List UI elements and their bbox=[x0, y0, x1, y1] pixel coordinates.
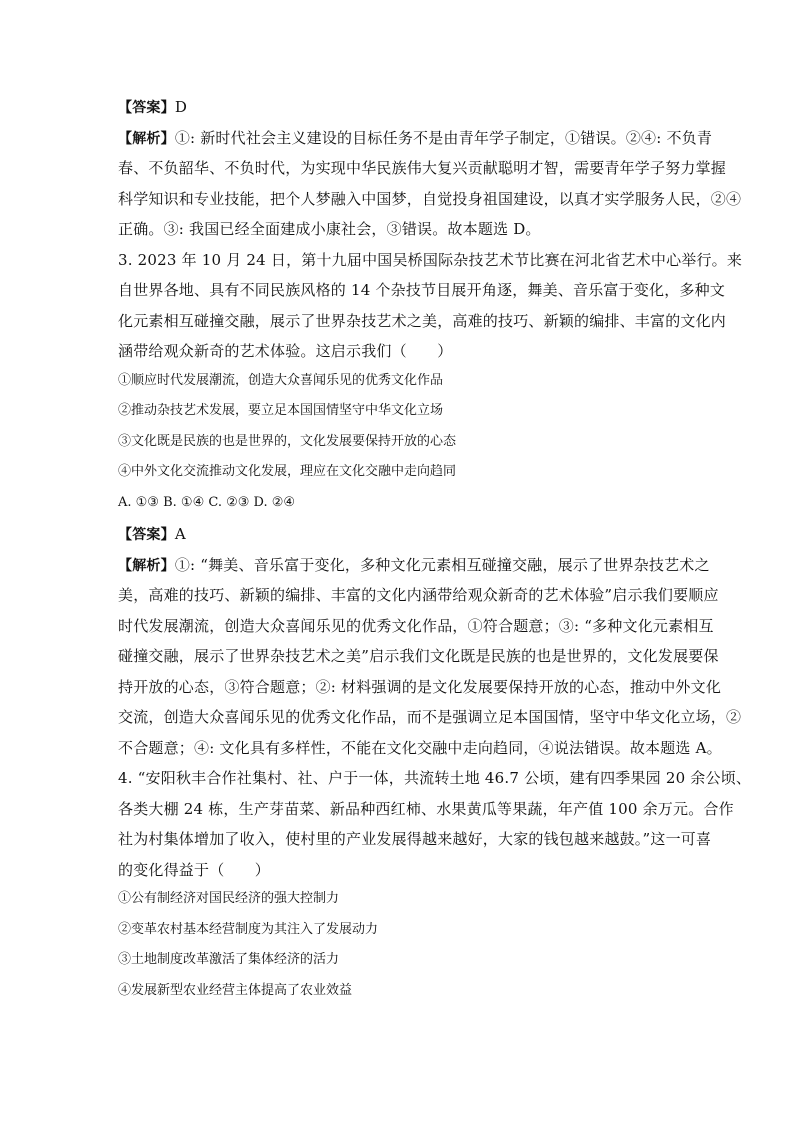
analysis-text: ①: “舞美、音乐富于变化，多种文化元素相互碰撞交融，展示了世界杂技艺术之 bbox=[174, 555, 710, 574]
q3-analysis-line: 碰撞交融，展示了世界杂技艺术之美”启示我们文化既是民族的也是世界的，文化发展要保 bbox=[118, 647, 719, 665]
q4-stem-line: 的变化得益于（ ） bbox=[118, 860, 271, 879]
q3-stem-line: 自世界各地、具有不同民族风格的 14 个杂技节目展开角逐，舞美、音乐富于变化，多种文 bbox=[118, 281, 726, 299]
q3-analysis-line: 交流，创造大众喜闻乐见的优秀文化作品，而不是强调立足本国国情，坚守中华文化立场，② bbox=[118, 708, 742, 726]
page-content bbox=[118, 97, 752, 1012]
answer-label: 【答案】 bbox=[118, 100, 175, 116]
q4-stem-line: 社为村集体增加了收入，使村里的产业发展得越来越好，大家的钱包越来越鼓。”这一可喜 bbox=[118, 830, 712, 848]
q4-option: ④发展新型农业经营主体提高了农业效益 bbox=[118, 982, 353, 998]
q3-option: ①顺应时代发展潮流，创造大众喜闻乐见的优秀文化作品 bbox=[118, 372, 444, 388]
q3-stem-line: 涵带给观众新奇的艺术体验。这启示我们（ ） bbox=[118, 342, 453, 360]
q2-analysis-line: 春、不负韶华、不负时代，为实现中华民族伟大复兴贡献聪明才智，需要青年学子努力掌握 bbox=[118, 159, 727, 177]
q4-option: ①公有制经济对国民经济的强大控制力 bbox=[118, 891, 340, 906]
analysis-label: 【解析】 bbox=[118, 557, 175, 574]
q4-option: ②变革农村基本经营制度为其注入了发展动力 bbox=[118, 921, 379, 937]
q3-answer bbox=[118, 524, 680, 544]
q3-option: ④中外文化交流推动文化发展，理应在文化交融中走向趋同 bbox=[118, 464, 457, 479]
q3-analysis-line bbox=[118, 555, 710, 575]
q3-analysis-line: 时代发展潮流，创造大众喜闻乐见的优秀文化作品，①符合题意；③: “多种文化元素相互 bbox=[118, 616, 714, 635]
q4-stem-line: 4. “安阳秋丰合作社集村、社、户于一体，共流转土地 46.7 公顷，建有四季果园 20 余公顷、 bbox=[118, 769, 752, 787]
q3-choices: A. ①③ B. ①④ C. ②③ D. ②④ bbox=[118, 494, 296, 510]
q2-analysis-line: 科学知识和专业技能，把个人梦融入中国梦，自觉投身祖国建设，以真才实学服务人民，②④ bbox=[118, 189, 742, 208]
q3-option: ③文化既是民族的也是世界的，文化发展要保持开放的心态 bbox=[118, 433, 457, 449]
q3-stem-line: 3. 2023 年 10 月 24 日，第十九届中国吴桥国际杂技艺术节比赛在河北省艺术中心举行。来 bbox=[118, 250, 743, 269]
q4-option: ③土地制度改革激活了集体经济的活力 bbox=[118, 952, 340, 967]
q3-option: ②推动杂技艺术发展，要立足本国国情坚守中华文化立场 bbox=[118, 403, 444, 418]
q2-analysis-line: 正确。③: 我国已经全面建成小康社会，③错误。故本题选 D。 bbox=[118, 220, 541, 238]
analysis-text: ①: 新时代社会主义建设的目标任务不是由青年学子制定，①错误。②④: 不负青 bbox=[174, 128, 713, 147]
analysis-label: 【解析】 bbox=[118, 130, 175, 147]
answer-value: A bbox=[174, 525, 186, 543]
q3-stem-line: 化元素相互碰撞交融，展示了世界杂技艺术之美，高难的技巧、新颖的编排、丰富的文化内 bbox=[118, 311, 727, 330]
answer-label: 【答案】 bbox=[118, 527, 175, 543]
q2-answer bbox=[118, 97, 680, 117]
q3-analysis-line: 不合题意；④: 文化具有多样性，不能在文化交融中走向趋同，④说法错误。故本题选 A。 bbox=[118, 738, 722, 757]
q3-analysis-line: 持开放的心态，③符合题意；②: 材料强调的是文化发展要保持开放的心态，推动中外文化 bbox=[118, 677, 722, 696]
q2-analysis-line bbox=[118, 128, 713, 148]
q4-stem-line: 各类大棚 24 栋，生产芽苗菜、新品种西红柿、水果黄瓜等果蔬，年产值 100 余万元。合作 bbox=[118, 799, 734, 818]
q3-analysis-line: 美，高难的技巧、新颖的编排、丰富的文化内涵带给观众新奇的艺术体验”启示我们要顺应 bbox=[118, 586, 719, 604]
answer-value: D bbox=[174, 98, 188, 116]
